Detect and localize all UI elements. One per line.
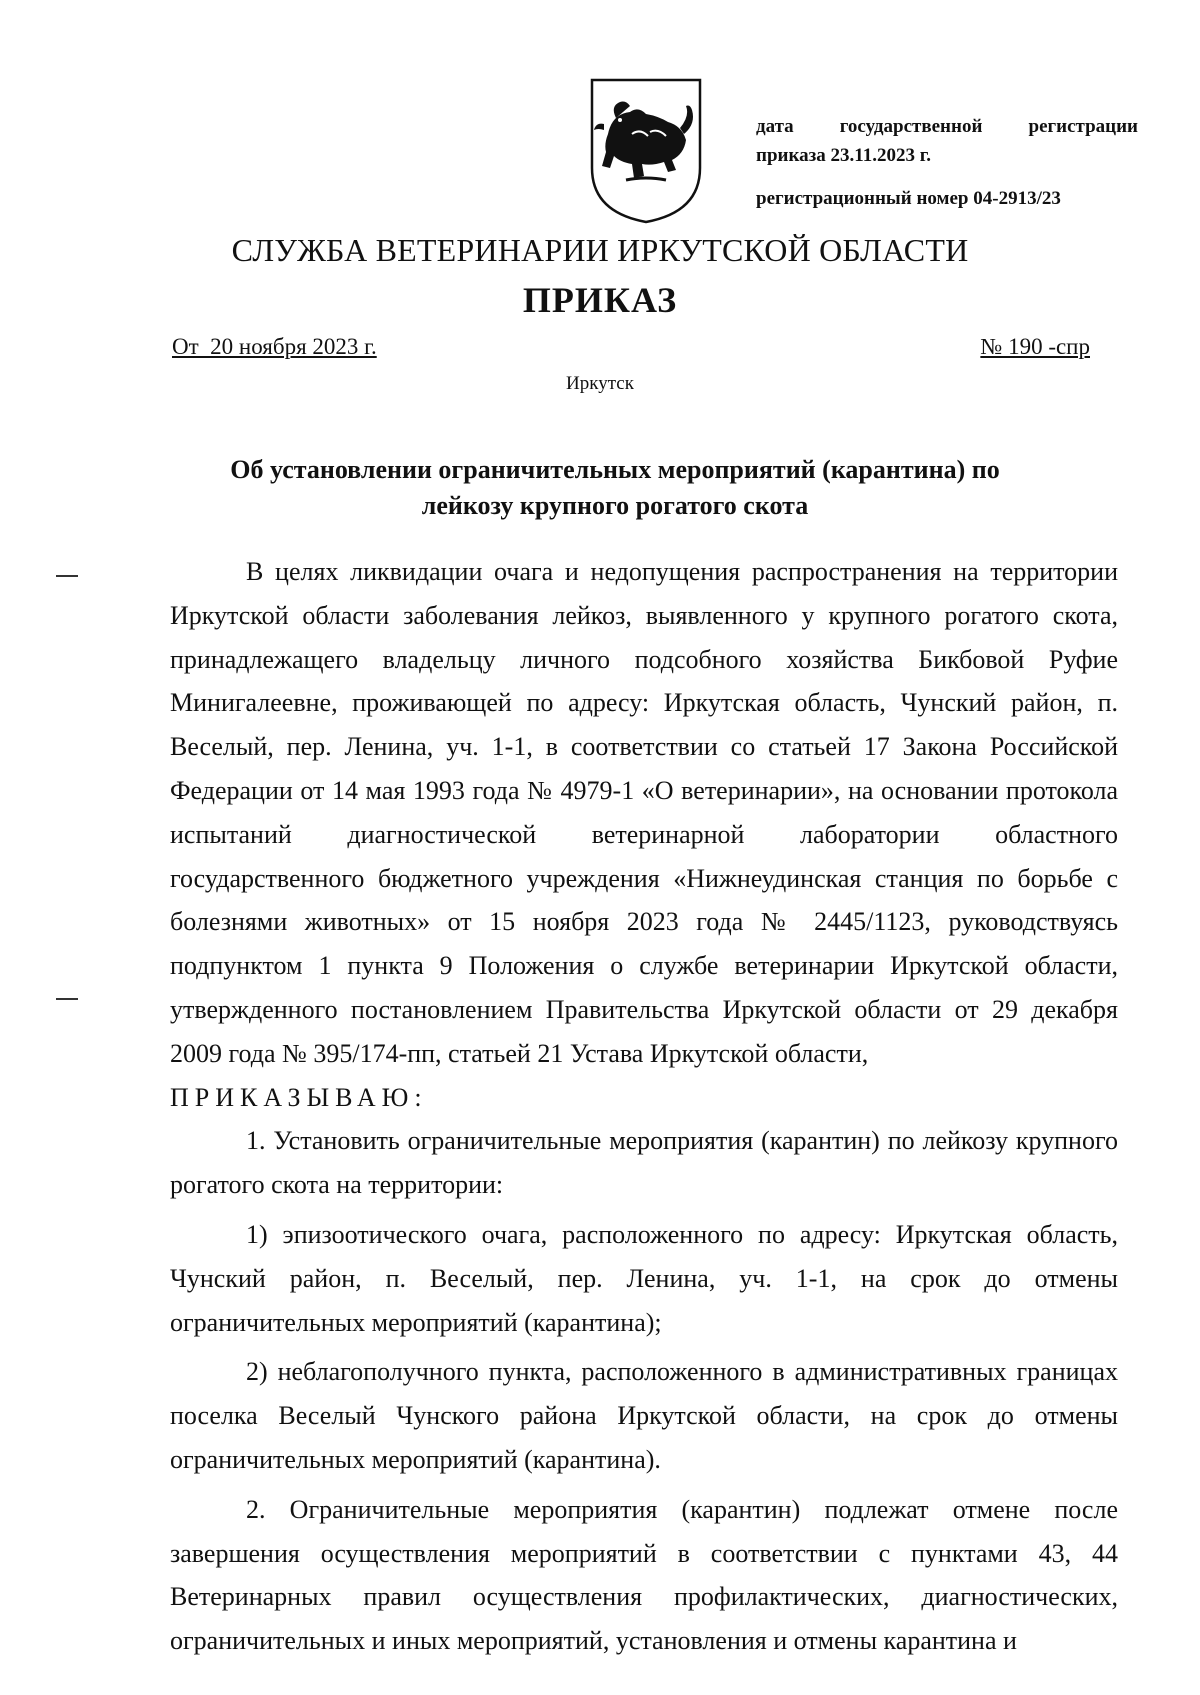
registration-date: приказа 23.11.2023 г. bbox=[756, 145, 931, 166]
margin-mark bbox=[56, 998, 78, 1000]
item-1: 1. Установить ограничительные мероприятия (карантин) по лейкозу крупного рогатого скота на территории: bbox=[170, 1126, 1118, 1200]
registration-word: дата bbox=[756, 116, 794, 137]
agency-name: СЛУЖБА ВЕТЕРИНАРИИ ИРКУТСКОЙ ОБЛАСТИ bbox=[231, 232, 969, 268]
registration-word: государственной bbox=[839, 116, 983, 137]
margin-mark bbox=[56, 575, 78, 577]
item-2: 2. Ограничительные мероприятия (карантин) подлежат отмене после завершения осуществления мероприятий в соответствии с пунктами 43, 44 Ветеринарных правил осуществления профилактических, диагностических, ограничительных и иных мероприятий, установления и отмены карантина и bbox=[170, 1494, 1118, 1656]
registration-line-1 bbox=[756, 112, 1138, 141]
order-number: № 190 -спр bbox=[980, 334, 1090, 359]
item-1-1: 1) эпизоотического очага, расположенного по адресу: Иркутская область, Чунский район, п. Веселый, пер. Ленина, уч. 1-1, на срок до отмены ограничительных мероприятий (карантина); bbox=[170, 1219, 1118, 1337]
item-1-2: 2) неблагополучного пункта, расположенного в административных границах поселка Веселый Чунского района Иркутской области, на срок до отмены ограничительных мероприятий (карантина). bbox=[170, 1357, 1118, 1474]
city: Иркутск bbox=[566, 373, 634, 394]
order-body bbox=[170, 550, 1118, 1663]
registration-info bbox=[756, 112, 1138, 213]
registration-number: регистрационный номер 04-2913/23 bbox=[756, 188, 1061, 209]
order-date: От 20 ноября 2023 г. bbox=[172, 334, 377, 359]
preamble-paragraph: В целях ликвидации очага и недопущения распространения на территории Иркутской области заболевания лейкоз, выявленного у крупного рогатого скота, принадлежащего владельцу личного подсобного хозяйства Бикбовой Руфие Минигалеевне, проживающей по адресу: Иркутская область, Чунский район, п. Веселый, пер. Ленина, уч. 1-1, в соответствии со статьей 17 Закона Российской Федерации от 14 мая 1993 года № 4979-1 «О ветеринарии», на основании протокола испытаний диагностической ветеринарной лаборатории областного государственного бюджетного учреждения «Нижнеудинская станция по борьбе с болезнями животных» от 15 ноября 2023 года № 2445/1123, руководствуясь подпунктом 1 пункта 9 Положения о службе ветеринарии Иркутской области, утвержденного постановлением Правительства Иркутской области от 29 декабря 2009 года № 395/174-пп, статьей 21 Устава Иркутской области, bbox=[170, 557, 1118, 1068]
coat-of-arms-icon bbox=[586, 76, 706, 226]
order-subject: Об установлении ограничительных мероприятий (карантина) по лейкозу крупного рогатого скота bbox=[230, 455, 1000, 520]
document-type: ПРИКАЗ bbox=[522, 280, 678, 320]
order-word: ПРИКАЗЫВАЮ: bbox=[170, 1082, 428, 1112]
registration-word: регистрации bbox=[1028, 116, 1138, 137]
